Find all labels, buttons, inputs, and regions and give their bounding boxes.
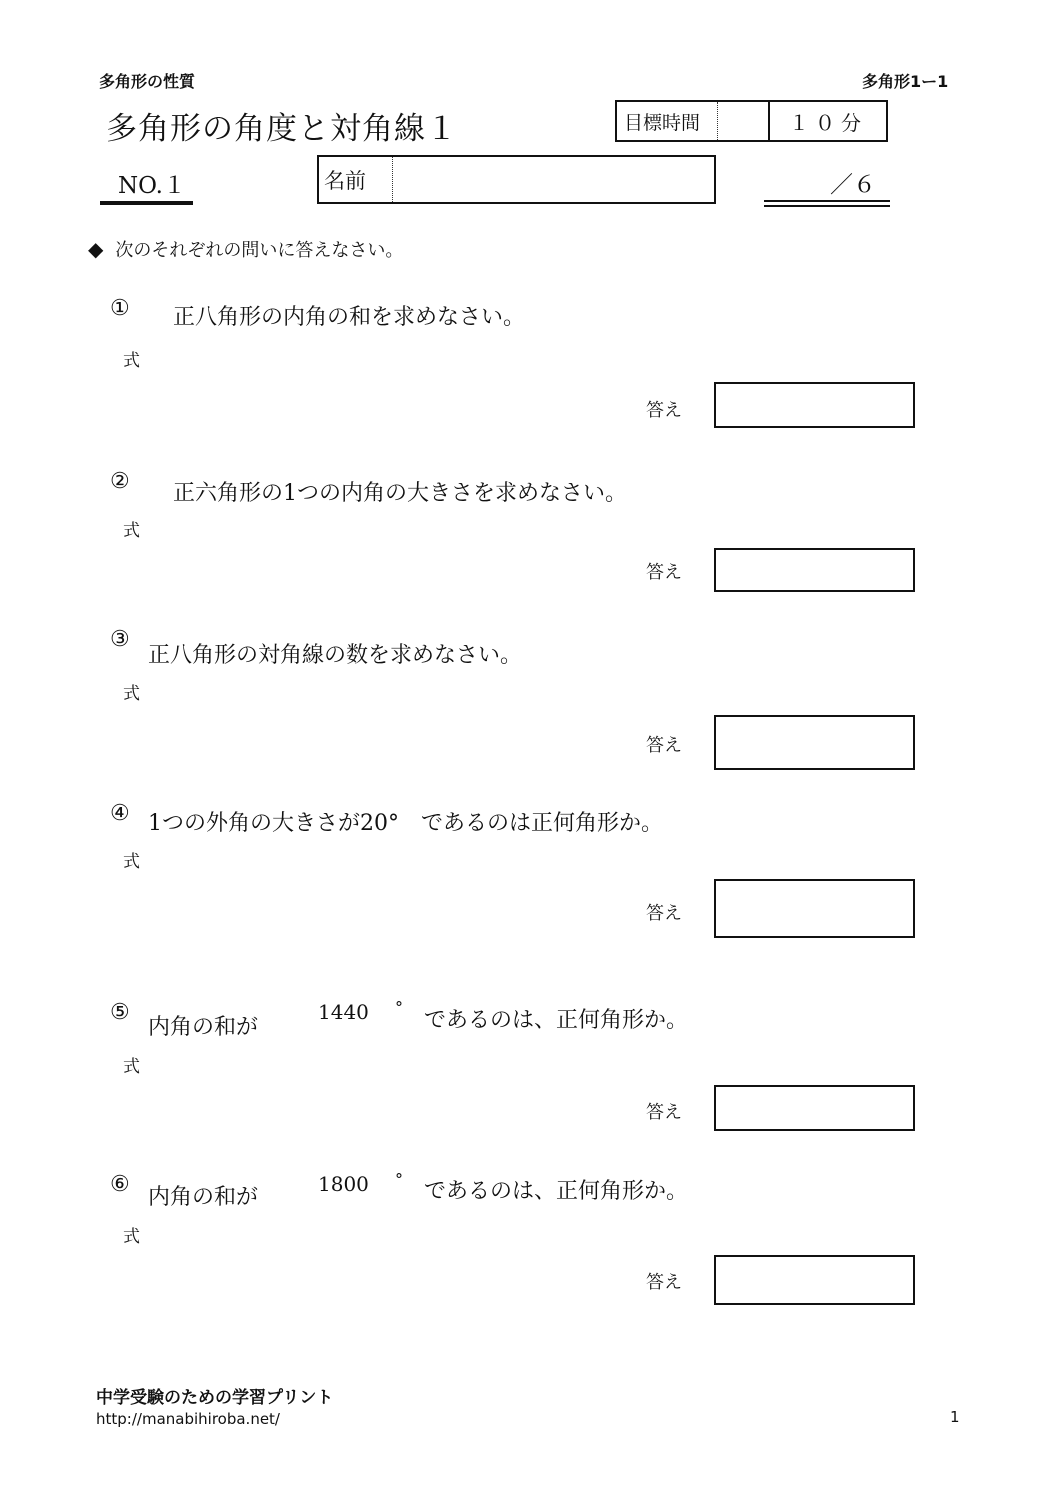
target-time-box — [615, 100, 888, 142]
question-5-text-pre: 内角の和が — [148, 1015, 259, 1040]
question-1-answer-box[interactable] — [714, 382, 915, 428]
question-4-answer-box[interactable] — [714, 879, 915, 938]
score-underline-top — [764, 200, 890, 202]
question-1-text: 正八角形の内角の和を求めなさい。 — [173, 305, 526, 330]
target-time-value: １０分 — [768, 102, 886, 140]
question-5-shiki-label: 式 — [123, 1057, 140, 1077]
question-5-answer-label: 答え — [646, 1102, 682, 1123]
score-total: ／６ — [830, 172, 876, 198]
question-6-value: 1800 — [318, 1172, 369, 1196]
page-number: 1 — [950, 1408, 960, 1426]
footer-title: 中学受験のための学習プリント — [96, 1388, 334, 1408]
question-6-text-pre: 内角の和が — [148, 1185, 259, 1210]
question-4-number: ④ — [110, 801, 130, 826]
sheet-number-underline — [100, 201, 193, 205]
question-2-text: 正六角形の1つの内角の大きさを求めなさい。 — [173, 481, 627, 506]
question-2-number: ② — [110, 469, 130, 494]
sheet-number: NO.１ — [118, 173, 186, 199]
question-5-number: ⑤ — [110, 1000, 130, 1025]
score-underline-bottom — [764, 205, 890, 207]
name-label: 名前 — [319, 157, 393, 202]
question-1-shiki-label: 式 — [123, 351, 140, 371]
instruction-text: 次のそれぞれの問いに答えなさい。 — [115, 240, 404, 261]
question-6-answer-label: 答え — [646, 1272, 682, 1293]
question-2-shiki-label: 式 — [123, 521, 140, 541]
footer-url[interactable]: http://manabihiroba.net/ — [96, 1410, 280, 1428]
question-6-shiki-label: 式 — [123, 1227, 140, 1247]
question-6-text-post: であるのは、正何角形か。 — [424, 1179, 689, 1204]
question-5-text-post: であるのは、正何角形か。 — [424, 1008, 689, 1033]
question-5-value: 1440 — [318, 1000, 369, 1024]
question-1-answer-label: 答え — [646, 400, 682, 421]
diamond-icon: ◆ — [88, 237, 104, 261]
question-5-answer-box[interactable] — [714, 1085, 915, 1131]
question-4-shiki-label: 式 — [123, 852, 140, 872]
name-field[interactable] — [317, 155, 716, 204]
question-3-answer-label: 答え — [646, 735, 682, 756]
category-label: 多角形の性質 — [99, 72, 196, 91]
question-4-answer-label: 答え — [646, 903, 682, 924]
question-4-text: 1つの外角の大きさが20° であるのは正何角形か。 — [148, 811, 663, 836]
question-3-text: 正八角形の対角線の数を求めなさい。 — [148, 643, 523, 668]
target-time-label: 目標時間 — [624, 111, 701, 134]
question-2-answer-label: 答え — [646, 562, 682, 583]
page-title: 多角形の角度と対角線１ — [106, 111, 458, 147]
question-6-answer-box[interactable] — [714, 1255, 915, 1305]
sheet-code: 多角形1ー1 — [862, 72, 949, 91]
question-5-degree: ° — [395, 998, 403, 1017]
question-6-number: ⑥ — [110, 1172, 130, 1197]
question-6-degree: ° — [395, 1170, 403, 1189]
question-3-answer-box[interactable] — [714, 715, 915, 770]
question-2-answer-box[interactable] — [714, 548, 915, 592]
instruction — [88, 236, 403, 262]
question-3-number: ③ — [110, 627, 130, 652]
question-3-shiki-label: 式 — [123, 684, 140, 704]
question-1-number: ① — [110, 296, 130, 321]
target-time-divider — [717, 102, 768, 140]
